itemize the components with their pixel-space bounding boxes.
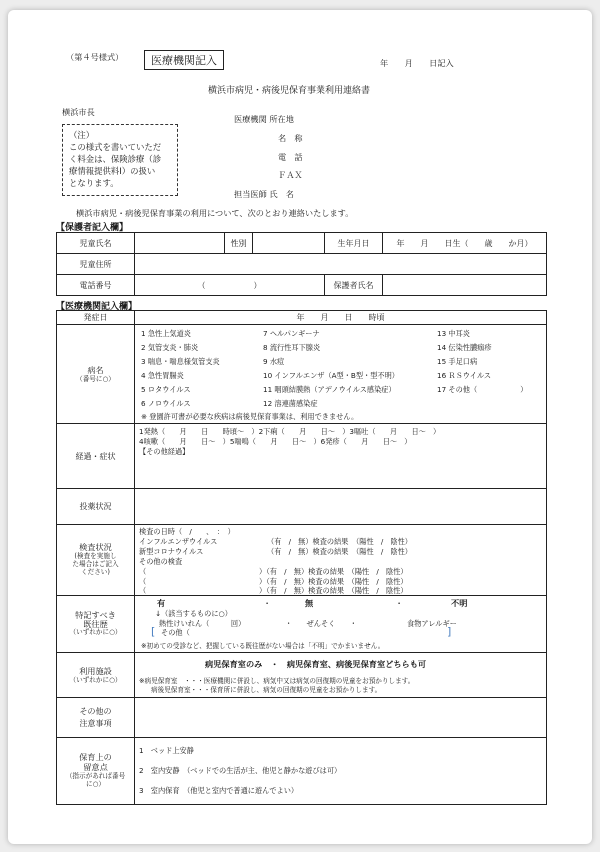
facility-label: 利用施設 bbox=[79, 665, 112, 676]
note-line: く料金は、保険診療（診 bbox=[69, 154, 162, 164]
disease-option[interactable]: 10 インフルエンザ（A型・B型・型不明） bbox=[263, 371, 399, 380]
clinic-phone-label: 電 話 bbox=[278, 152, 303, 162]
test-result: （有 / 無）検査の結果 （陽性 / 陰性） bbox=[267, 547, 412, 556]
gender-label: 性別 bbox=[225, 233, 253, 254]
facility-note: ※病児保育室 ・・・医療機関に併設し、病気中又は病気の回復期の児童をお預かりします。 bbox=[139, 677, 415, 685]
facility-label-cell bbox=[57, 653, 135, 698]
symptoms-cell[interactable] bbox=[135, 424, 547, 489]
separator-dot: ・ bbox=[263, 598, 272, 608]
child-name-field[interactable] bbox=[135, 233, 225, 254]
test-name: その他の検査 bbox=[139, 557, 183, 566]
guardian-name-field[interactable] bbox=[383, 275, 547, 296]
guardian-table bbox=[56, 232, 547, 296]
history-unknown[interactable]: 不明 bbox=[451, 598, 468, 608]
disease-option[interactable]: 16 ＲＳウイルス bbox=[437, 371, 492, 380]
history-note: ※初めての受診など、把握している既往歴がない場合は「不明」でかまいません。 bbox=[141, 642, 385, 650]
guardian-name-label: 保護者氏名 bbox=[325, 275, 383, 296]
clinic-fax-label: ＦＡＸ bbox=[278, 170, 303, 180]
care-option[interactable]: 1 ベッド上安静 bbox=[139, 746, 194, 755]
medication-field[interactable] bbox=[135, 489, 547, 525]
care-label: 保育上の 留意点 bbox=[79, 752, 112, 773]
child-address-label: 児童住所 bbox=[57, 254, 135, 275]
other-notes-field[interactable] bbox=[135, 698, 547, 738]
disease-option[interactable]: 2 気管支炎・肺炎 bbox=[141, 343, 199, 352]
care-option[interactable]: 2 室内安静 （ベッドでの生活が主、他児と静かな遊びは可） bbox=[139, 766, 342, 775]
disease-option[interactable]: 12 溶連菌感染症 bbox=[263, 399, 318, 408]
note-line: （注） bbox=[69, 130, 95, 140]
form-sheet bbox=[8, 10, 592, 844]
child-address-field[interactable] bbox=[135, 254, 547, 275]
disease-option[interactable]: 13 中耳炎 bbox=[437, 329, 470, 338]
note-line: となります。 bbox=[69, 178, 119, 188]
disease-option[interactable]: 6 ノロウイルス bbox=[141, 399, 191, 408]
care-label-cell bbox=[57, 738, 135, 805]
disease-option[interactable]: 4 急性胃腸炎 bbox=[141, 371, 184, 380]
birthdate-field[interactable]: 年 月 日生（ 歳 か月） bbox=[383, 233, 547, 254]
doctor-name-label: 担当医師 氏 名 bbox=[234, 189, 294, 199]
history-item[interactable]: 食物アレルギー bbox=[407, 619, 457, 628]
test-date: 検査の日時（ / 、 ： ） bbox=[139, 527, 235, 536]
test-result: （有 / 無）検査の結果 （陽性 / 陰性） bbox=[267, 537, 412, 546]
disease-option[interactable]: 15 手足口病 bbox=[437, 357, 478, 366]
history-no[interactable]: 無 bbox=[305, 598, 314, 608]
disease-note: ※ 登園許可書が必要な疾病は病後児保育事業は、利用できません。 bbox=[141, 412, 359, 421]
phone-field[interactable]: （ ） bbox=[135, 275, 325, 296]
history-label: 特記すべき 既往歴 bbox=[75, 609, 116, 630]
disease-label: 病名 bbox=[87, 365, 104, 375]
symptoms-line: 4咳嗽（ 月 日〜 ）5喘鳴（ 月 日〜 ）6発疹（ 月 日〜 ） bbox=[139, 437, 412, 446]
symptoms-line: 1発熱（ 月 日 時頃〜 ）2下痢（ 月 日〜 ）3嘔吐（ 月 日〜 ） bbox=[139, 427, 441, 436]
history-item[interactable]: ・ ぜんそく ・ bbox=[285, 619, 357, 628]
disease-option[interactable]: 3 喘息・喘息様気管支炎 bbox=[141, 357, 220, 366]
note-line: この様式を書いていただ bbox=[69, 142, 162, 152]
test-sub: (検査を実施し た場合はご記入 ください) bbox=[72, 551, 119, 576]
history-yes[interactable]: 有 bbox=[157, 598, 166, 608]
disease-option[interactable]: 14 伝染性膿痂疹 bbox=[437, 343, 492, 352]
clinic-section-title: 【医療機関記入欄】 bbox=[56, 302, 138, 312]
history-other[interactable]: その他（ bbox=[161, 628, 190, 637]
test-name: インフルエンザウイルス bbox=[139, 537, 218, 546]
test-name: （ bbox=[139, 577, 147, 586]
disease-option[interactable]: 5 ロタウイルス bbox=[141, 385, 191, 394]
care-option[interactable]: 3 室内保育 （他児と室内で普通に遊んでよい） bbox=[139, 786, 299, 795]
history-item[interactable]: 熱性けいれん（ 回） bbox=[159, 619, 246, 628]
history-sub: （いずれかに○） bbox=[69, 628, 122, 637]
disease-option[interactable]: 17 その他（ ） bbox=[437, 385, 528, 394]
guardian-section-title: 【保護者記入欄】 bbox=[56, 223, 129, 233]
care-sub: （指示があれば番号 に○） bbox=[65, 771, 126, 788]
phone-label: 電話番号 bbox=[57, 275, 135, 296]
bracket-left-icon: [ bbox=[151, 625, 156, 638]
symptoms-label: 経過・症状 bbox=[57, 424, 135, 489]
date-line: 年 月 日記入 bbox=[380, 58, 454, 68]
intro-text: 横浜市病児・病後児保育事業の利用について、次のとおり連絡いたします。 bbox=[76, 208, 354, 218]
test-name: 新型コロナウイルス bbox=[139, 547, 204, 556]
clinic-table bbox=[56, 310, 547, 805]
disease-option[interactable]: 11 咽頭結膜熱（アデノウイルス感染症） bbox=[263, 385, 396, 394]
disease-label-cell bbox=[57, 325, 135, 424]
test-label: 検査状況 bbox=[79, 542, 112, 553]
onset-field[interactable]: 年 月 日 時頃 bbox=[135, 311, 547, 325]
note-box bbox=[62, 124, 178, 196]
facility-sub: （いずれかに○） bbox=[69, 675, 122, 684]
other-notes-label: その他の 注意事項 bbox=[57, 698, 135, 738]
addressee: 横浜市長 bbox=[62, 107, 95, 117]
birthdate-label: 生年月日 bbox=[325, 233, 383, 254]
history-cell[interactable] bbox=[135, 596, 547, 653]
facility-cell[interactable] bbox=[135, 653, 547, 698]
form-title: 横浜市病児・病後児保育事業利用連絡書 bbox=[208, 86, 371, 96]
test-label-cell bbox=[57, 525, 135, 596]
facility-note: 病後児保育室・・・保育所に併設し、病気の回復期の児童をお預かりします。 bbox=[151, 686, 382, 694]
disease-option[interactable]: 7 ヘルパンギーナ bbox=[263, 329, 320, 338]
disease-sub: （番号に○） bbox=[76, 374, 115, 383]
separator-dot: ・ bbox=[395, 598, 404, 608]
history-instruction: ↓（該当するものに○） bbox=[155, 609, 232, 618]
disease-option[interactable]: 1 急性上気道炎 bbox=[141, 329, 191, 338]
test-name: （ bbox=[139, 567, 147, 576]
history-label-cell bbox=[57, 596, 135, 653]
medication-label: 投薬状況 bbox=[57, 489, 135, 525]
care-cell[interactable] bbox=[135, 738, 547, 805]
form-number: （第４号様式） bbox=[66, 52, 124, 62]
test-name: （ bbox=[139, 586, 147, 595]
test-cell[interactable] bbox=[135, 525, 547, 596]
stamp-label: 医療機関記入 bbox=[144, 50, 224, 70]
disease-option[interactable]: 8 流行性耳下腺炎 bbox=[263, 343, 321, 352]
test-result: ）（有 / 無）検査の結果 （陽性 / 陰性） bbox=[259, 586, 408, 595]
clinic-address-label: 医療機関 所在地 bbox=[234, 114, 294, 124]
disease-option[interactable]: 9 水痘 bbox=[263, 357, 285, 366]
test-result: ）（有 / 無）検査の結果 （陽性 / 陰性） bbox=[259, 577, 408, 586]
clinic-name-label: 名 称 bbox=[278, 133, 303, 143]
bracket-right-icon: ] bbox=[447, 625, 452, 638]
symptoms-other: 【その他経過】 bbox=[139, 447, 190, 456]
gender-field[interactable] bbox=[253, 233, 325, 254]
test-result: ）（有 / 無）検査の結果 （陽性 / 陰性） bbox=[259, 567, 408, 576]
note-line: 療情報提供料Ⅰ）の扱い bbox=[69, 166, 156, 176]
onset-label: 発症日 bbox=[57, 311, 135, 325]
disease-list bbox=[135, 325, 547, 424]
child-name-label: 児童氏名 bbox=[57, 233, 135, 254]
facility-options[interactable]: 病児保育室のみ ・ 病児保育室、病後児保育室どちらも可 bbox=[205, 659, 427, 669]
